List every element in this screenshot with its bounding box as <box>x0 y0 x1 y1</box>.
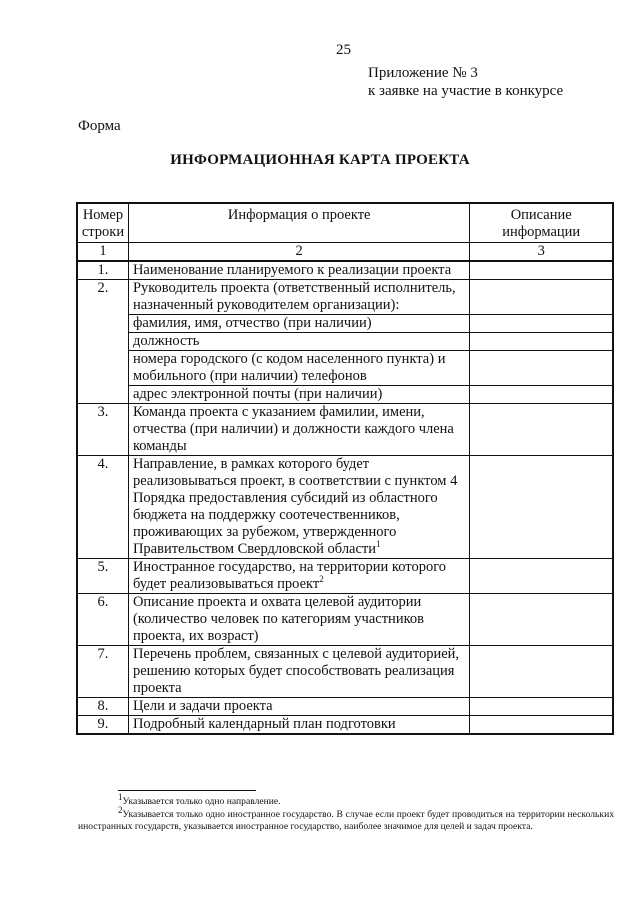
description-cell[interactable] <box>470 386 613 404</box>
row-number: 7. <box>77 646 128 698</box>
table-row <box>77 404 613 456</box>
table-row <box>77 456 613 559</box>
row-number: 2. <box>77 280 128 404</box>
row-text: Подробный календарный план подготовки <box>128 716 469 735</box>
table-row <box>77 716 613 735</box>
row-text: Руководитель проекта (ответственный исполнитель, назначенный руководителем организации): <box>128 280 469 315</box>
footnote-mark-1: 1 <box>118 791 123 802</box>
appendix-note <box>368 64 563 100</box>
row-text: Цели и задачи проекта <box>128 698 469 716</box>
row-number: 1. <box>77 261 128 280</box>
table-subrow <box>77 333 613 351</box>
row-text <box>128 456 469 559</box>
row-text: Перечень проблем, связанных с целевой аудиторией, решению которых будет способствовать реализация проекта <box>128 646 469 698</box>
table-subrow <box>77 386 613 404</box>
row-subtext: должность <box>128 333 469 351</box>
row-subtext: фамилия, имя, отчество (при наличии) <box>128 315 469 333</box>
table-row <box>77 594 613 646</box>
table-row <box>77 559 613 594</box>
row-number: 4. <box>77 456 128 559</box>
row-text: Описание проекта и охвата целевой аудитории (количество человек по категориям участников проекта, их возраст) <box>128 594 469 646</box>
appendix-line-1: Приложение № 3 <box>368 65 478 81</box>
footnote-2 <box>78 804 614 834</box>
row-text: Наименование планируемого к реализации проекта <box>128 261 469 280</box>
row-number: 5. <box>77 559 128 594</box>
form-label: Форма <box>78 118 121 134</box>
footnote-1 <box>78 791 614 809</box>
header-desc: Описание информации <box>470 203 613 243</box>
row-subtext: адрес электронной почты (при наличии) <box>128 386 469 404</box>
column-index-row <box>77 243 613 262</box>
row-text-body: Направление, в рамках которого будет реализовываться проект, в соответствии с пунктом 4 Порядка предоставления субсидий из областного бюджета на поддержку соотечественников, проживающих за рубежом, утвержденного Правительством Свердловской области <box>132 456 458 557</box>
description-cell[interactable] <box>470 646 613 698</box>
description-cell[interactable] <box>470 351 613 386</box>
row-text: Команда проекта с указанием фамилии, имени, отчества (при наличии) и должности каждого члена команды <box>128 404 469 456</box>
project-info-table <box>76 202 614 735</box>
description-cell[interactable] <box>470 456 613 559</box>
description-cell[interactable] <box>470 315 613 333</box>
description-cell[interactable] <box>470 261 613 280</box>
description-cell[interactable] <box>470 716 613 735</box>
appendix-line-2: к заявке на участие в конкурсе <box>368 83 564 99</box>
footnote-ref-1: 1 <box>376 539 381 550</box>
header-info: Информация о проекте <box>128 203 469 243</box>
row-text-body: Иностранное государство, на территории которого будет реализовываться проект <box>132 559 447 592</box>
row-number: 9. <box>77 716 128 735</box>
col-index-2: 2 <box>128 243 469 262</box>
row-subtext: номера городского (с кодом населенного пункта) и мобильного (при наличии) телефонов <box>128 351 469 386</box>
description-cell[interactable] <box>470 333 613 351</box>
row-number: 3. <box>77 404 128 456</box>
description-cell[interactable] <box>470 594 613 646</box>
table-row <box>77 646 613 698</box>
header-num: Номер строки <box>77 203 128 243</box>
table-row <box>77 280 613 315</box>
row-text <box>128 559 469 594</box>
page-title: ИНФОРМАЦИОННАЯ КАРТА ПРОЕКТА <box>170 152 470 168</box>
description-cell[interactable] <box>470 698 613 716</box>
table-subrow <box>77 351 613 386</box>
col-index-1: 1 <box>77 243 128 262</box>
footnote-1-text: Указывается только одно направление. <box>122 796 281 807</box>
row-number: 6. <box>77 594 128 646</box>
description-cell[interactable] <box>470 280 613 315</box>
col-index-3: 3 <box>470 243 613 262</box>
table-subrow <box>77 315 613 333</box>
footnote-mark-2: 2 <box>118 804 123 815</box>
table-row <box>77 261 613 280</box>
footnote-ref-2: 2 <box>319 574 324 585</box>
table-row <box>77 698 613 716</box>
row-number: 8. <box>77 698 128 716</box>
footnotes <box>78 791 614 834</box>
footnote-2-text: Указывается только одно иностранное государство. В случае если проект будет проводиться на территории нескольких иностранных государств, указывается иностранное государство, наиболее значимое для целей и задач проекта. <box>78 808 614 832</box>
table-header-row <box>77 203 613 243</box>
page-number: 25 <box>336 42 351 58</box>
description-cell[interactable] <box>470 559 613 594</box>
description-cell[interactable] <box>470 404 613 456</box>
footnote-divider <box>118 790 256 791</box>
